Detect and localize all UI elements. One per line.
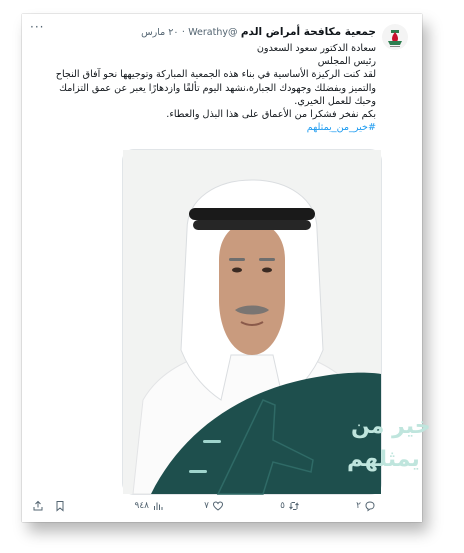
share-icon xyxy=(32,500,44,512)
tweet-line: سعادة الدكتور سعود السعدون xyxy=(256,43,376,54)
tweet-actions xyxy=(22,498,422,514)
retweet-button[interactable] xyxy=(280,498,300,514)
views-chart-icon xyxy=(152,500,164,512)
views-button[interactable] xyxy=(134,498,164,514)
more-options-icon[interactable]: ··· xyxy=(30,20,45,34)
author-name[interactable]: جمعية مكافحة أمراض الدم xyxy=(240,26,376,38)
author-avatar[interactable] xyxy=(382,24,408,50)
retweet-count: ٥ xyxy=(280,501,285,511)
overlay-text-line1: خير من xyxy=(351,414,431,439)
separator-dot: · xyxy=(181,27,185,38)
logo-icon xyxy=(382,24,408,50)
tweet-header xyxy=(58,25,376,40)
tweet-line: رئيس المجلس xyxy=(317,56,376,68)
like-count: ٧ xyxy=(204,501,209,511)
retweet-icon xyxy=(288,500,300,512)
bookmark-icon xyxy=(54,500,66,512)
share-button[interactable] xyxy=(32,498,44,514)
like-button[interactable] xyxy=(204,498,224,514)
tweet-line: بكم نفخر فشكرا من الأعماق على هذا البذل والعطاء. xyxy=(166,109,376,121)
tweet-text xyxy=(36,42,376,134)
overlay-text-line2: يمثلهم xyxy=(347,447,420,472)
views-count: ٩٤٨ xyxy=(134,501,149,511)
reply-icon xyxy=(364,500,376,512)
tweet-card[interactable] xyxy=(22,14,431,522)
tweet-line: لقد كنت الركيزة الأساسية في بناء هذه الجمعية المباركة وتوجيهها نحو آفاق النجاح والتميز وبفضلك وجهودك الجبارة،نشهد اليوم تألقًا وازدهارًا يعبر عن عمق التزامك وحبك للعمل الخيري. xyxy=(55,69,376,107)
reply-button[interactable] xyxy=(356,498,376,514)
hashtag-link[interactable]: #خير_من_يمثلهم xyxy=(306,122,376,134)
heart-icon xyxy=(212,500,224,512)
portrait-image xyxy=(123,150,431,494)
tweet-media[interactable] xyxy=(122,149,431,495)
author-handle[interactable]: @Werathy xyxy=(188,27,238,38)
tweet-date[interactable]: ٢٠ مارس xyxy=(141,27,179,38)
reply-count: ٢ xyxy=(356,501,361,511)
bookmark-button[interactable] xyxy=(54,498,66,514)
